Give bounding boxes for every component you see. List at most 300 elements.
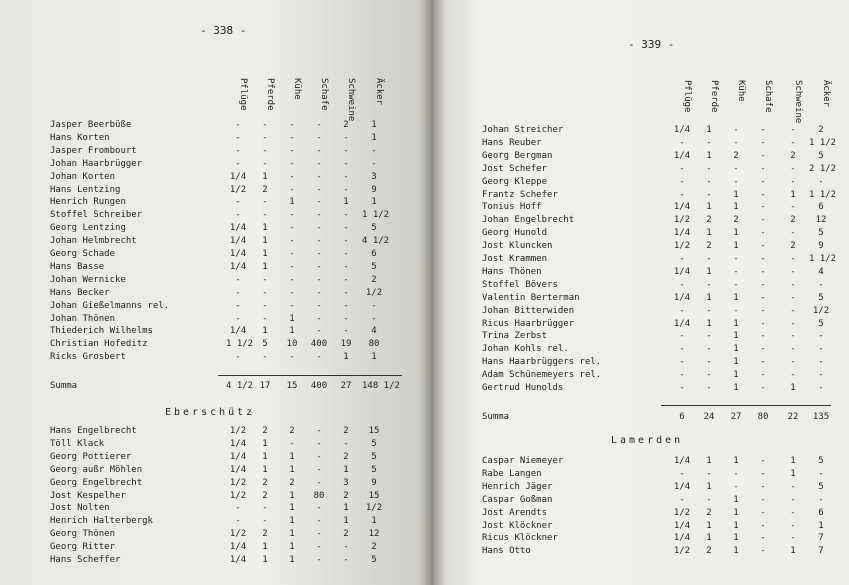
table-cell: -: [679, 344, 685, 355]
person-name: Hans Reuber: [482, 137, 542, 148]
table-cell: 1: [262, 249, 268, 259]
table-cell: 1: [790, 456, 796, 466]
table-row: [482, 202, 849, 215]
table-cell: 3: [343, 477, 349, 488]
table-cell: 1 1/2: [226, 339, 254, 350]
table-cell: 1: [289, 555, 295, 565]
table-cell: -: [790, 176, 796, 187]
table-cell: 1/4: [229, 236, 247, 247]
table-cell: -: [316, 438, 322, 449]
table-cell: 4 1/2: [362, 236, 390, 247]
table-cell: -: [316, 477, 322, 488]
table-cell: 5: [371, 464, 377, 475]
table-cell: 400: [310, 339, 328, 350]
summa-row: [482, 412, 849, 425]
table-cell: 5: [818, 456, 824, 466]
table-cell: 2: [706, 546, 712, 557]
table-cell: -: [316, 529, 322, 540]
table-cell: -: [343, 145, 349, 156]
page-number: - 339 -: [628, 38, 675, 51]
table-cell: 1: [706, 533, 712, 544]
table-cell: -: [790, 331, 796, 342]
page-number: - 338 -: [200, 24, 247, 37]
table-cell: -: [706, 254, 712, 264]
table-cell: 1 1/2: [809, 137, 837, 148]
table-row: [482, 267, 849, 280]
table-cell: 2: [706, 241, 712, 252]
table-cell: 1: [343, 197, 349, 208]
table-cell: 80: [368, 339, 380, 350]
table-cell: -: [235, 287, 241, 298]
person-name: Johan Streicher: [482, 125, 564, 135]
table-cell: -: [733, 176, 739, 187]
section-title: Lamerden: [611, 435, 684, 446]
table-cell: -: [679, 357, 685, 368]
table-cell: -: [289, 261, 295, 272]
table-cell: -: [343, 261, 349, 272]
table-cell: -: [316, 300, 322, 311]
person-name: Hans Lentzing: [50, 184, 121, 195]
table-cell: 1: [343, 503, 349, 514]
table-cell: 1/2: [673, 241, 691, 252]
table-cell: -: [679, 383, 685, 393]
table-cell: -: [760, 344, 766, 355]
table-cell: -: [733, 305, 739, 316]
person-name: Valentin Berterman: [482, 292, 580, 303]
person-name: Georg Pottierer: [50, 451, 132, 462]
person-name: Georg Lentzing: [50, 223, 126, 234]
table-row: [482, 456, 849, 469]
table-cell: -: [760, 305, 766, 316]
person-name: Henrich Jäger: [482, 481, 553, 492]
table-cell: -: [679, 331, 685, 342]
table-cell: 1/2: [229, 426, 247, 436]
table-cell: -: [289, 249, 295, 259]
person-name: Ricus Klöckner: [482, 533, 558, 544]
table-cell: -: [343, 300, 349, 311]
table-cell: 5: [371, 451, 377, 462]
table-row: [50, 223, 430, 236]
table-cell: 2: [262, 184, 268, 195]
table-row: [50, 197, 430, 210]
table-cell: -: [343, 274, 349, 285]
person-name: Jost Krammen: [482, 254, 548, 264]
table-cell: -: [790, 202, 796, 213]
table-cell: 2 1/2: [809, 163, 837, 174]
column-header-label: Pflüge: [682, 80, 692, 113]
table-row: [482, 164, 849, 177]
table-cell: 1/4: [673, 266, 691, 277]
table-cell: 1: [262, 464, 268, 475]
table-cell: -: [289, 287, 295, 298]
table-cell: 1: [733, 331, 739, 342]
table-cell: 1/4: [673, 456, 691, 466]
table-row: [50, 339, 430, 352]
table-row: [50, 503, 430, 516]
table-cell: 7: [818, 546, 824, 557]
table-cell: -: [818, 468, 824, 479]
table-cell: 2: [262, 490, 268, 501]
table-cell: 1/4: [229, 542, 247, 553]
table-cell: 1/4: [673, 125, 691, 135]
table-cell: 2: [706, 507, 712, 518]
table-cell: 5: [818, 228, 824, 239]
table-row: [482, 125, 849, 138]
column-header-label: Äcker: [374, 78, 384, 106]
table-cell: 6: [818, 202, 824, 213]
table-cell: -: [343, 210, 349, 221]
table-cell: 1: [733, 456, 739, 466]
table-cell: 1: [289, 529, 295, 540]
table-cell: -: [289, 120, 295, 130]
table-cell: -: [760, 318, 766, 329]
table-cell: -: [790, 305, 796, 316]
table-cell: -: [679, 305, 685, 316]
table-cell: -: [818, 383, 824, 393]
table-cell: -: [706, 370, 712, 381]
table-cell: -: [262, 287, 268, 298]
table-cell: 1 1/2: [809, 254, 837, 264]
table-cell: 1: [733, 520, 739, 531]
table-cell: -: [343, 132, 349, 143]
table-cell: -: [790, 125, 796, 135]
table-cell: 2: [262, 477, 268, 488]
table-cell: 2: [289, 477, 295, 488]
table-cell: 9: [818, 241, 824, 252]
table-cell: -: [262, 516, 268, 527]
table-cell: -: [235, 158, 241, 169]
table-cell: 1: [262, 326, 268, 337]
table-cell: 2: [289, 426, 295, 436]
table-cell: -: [706, 383, 712, 393]
table-cell: -: [679, 176, 685, 187]
table-cell: -: [818, 370, 824, 381]
table-cell: -: [706, 163, 712, 174]
table-row: [482, 495, 849, 508]
table-row: [482, 331, 849, 344]
table-cell: -: [679, 279, 685, 290]
table-cell: -: [760, 292, 766, 303]
table-cell: -: [733, 266, 739, 277]
table-cell: 1: [262, 542, 268, 553]
table-row: [482, 521, 849, 534]
table-cell: -: [760, 176, 766, 187]
table-cell: 1: [371, 516, 377, 527]
table-cell: -: [790, 254, 796, 264]
table-cell: 2: [371, 274, 377, 285]
table-cell: -: [316, 451, 322, 462]
column-header-label: Pferde: [265, 78, 275, 111]
table-cell: 2: [343, 529, 349, 540]
person-name: Jost Schefer: [482, 163, 548, 174]
table-cell: -: [790, 494, 796, 505]
table-cell: 1/2: [229, 490, 247, 501]
person-name: Ricus Haarbrügger: [482, 318, 575, 329]
table-cell: -: [760, 494, 766, 505]
table-row: [482, 357, 849, 370]
table-cell: 2: [790, 150, 796, 161]
table-cell: 1/4: [673, 202, 691, 213]
table-cell: 1: [706, 520, 712, 531]
table-cell: -: [706, 468, 712, 479]
table-cell: -: [343, 223, 349, 234]
table-cell: 15: [368, 490, 380, 501]
table-cell: 2: [343, 426, 349, 436]
table-cell: 2: [790, 215, 796, 226]
table-cell: 1: [289, 313, 295, 324]
table-cell: 1/4: [673, 318, 691, 329]
table-cell: -: [289, 184, 295, 195]
table-cell: -: [316, 426, 322, 436]
table-row: [50, 542, 430, 555]
person-name: Frantz Schefer: [482, 189, 558, 200]
table-cell: 1: [706, 228, 712, 239]
table-cell: 1/4: [673, 533, 691, 544]
table-cell: -: [733, 137, 739, 148]
person-name: Johan Wernicke: [50, 274, 126, 285]
table-cell: 1: [289, 516, 295, 527]
table-cell: 1: [733, 494, 739, 505]
table-cell: -: [262, 120, 268, 130]
person-name: Thiederich Wilhelms: [50, 326, 153, 337]
person-name: Georg Hunold: [482, 228, 548, 239]
table-row: [50, 172, 430, 185]
table-cell: -: [316, 158, 322, 169]
table-cell: -: [371, 158, 377, 169]
table-row: [482, 344, 849, 357]
table-cell: 2: [818, 125, 824, 135]
table-cell: -: [316, 352, 322, 363]
person-name: Christian Hofeditz: [50, 339, 148, 350]
column-header-label: Schafe: [763, 80, 773, 113]
table-cell: -: [235, 313, 241, 324]
table-cell: -: [760, 383, 766, 393]
table-cell: -: [289, 132, 295, 143]
summa-value: 80: [757, 412, 769, 422]
table-cell: 2: [343, 120, 349, 130]
person-name: Georg außr Möhlen: [50, 464, 143, 475]
table-cell: 1/4: [673, 520, 691, 531]
table-cell: -: [760, 241, 766, 252]
table-cell: -: [706, 137, 712, 148]
table-cell: -: [760, 163, 766, 174]
person-name: Jasper Frombourt: [50, 145, 137, 156]
table-cell: -: [760, 533, 766, 544]
person-name: Jost Kluncken: [482, 241, 553, 252]
person-name: Johan Bitterwiden: [482, 305, 575, 316]
table-cell: -: [316, 197, 322, 208]
table-cell: 1/4: [229, 223, 247, 234]
table-cell: -: [790, 163, 796, 174]
summa-value: 4 1/2: [226, 381, 254, 391]
table-cell: -: [343, 287, 349, 298]
table-cell: -: [262, 300, 268, 311]
table-cell: -: [235, 300, 241, 311]
table-cell: 1/2: [673, 507, 691, 518]
table-cell: 1: [733, 507, 739, 518]
table-cell: -: [316, 249, 322, 259]
table-cell: 5: [262, 339, 268, 350]
table-cell: -: [790, 279, 796, 290]
table-cell: -: [818, 331, 824, 342]
table-cell: -: [289, 300, 295, 311]
table-row: [50, 516, 430, 529]
table-cell: -: [289, 171, 295, 182]
table-cell: 1: [289, 326, 295, 337]
table-cell: -: [760, 254, 766, 264]
summa-value: 17: [259, 381, 271, 391]
table-cell: -: [289, 274, 295, 285]
summa-rule: [218, 375, 402, 376]
table-cell: 1: [371, 352, 377, 363]
table-row: [482, 469, 849, 482]
table-cell: -: [790, 357, 796, 368]
table-cell: -: [316, 287, 322, 298]
table-cell: 1: [371, 197, 377, 208]
table-cell: -: [262, 132, 268, 143]
table-cell: -: [371, 145, 377, 156]
table-cell: -: [790, 520, 796, 531]
table-cell: -: [760, 481, 766, 492]
table-cell: 2: [262, 426, 268, 436]
table-cell: 2: [706, 215, 712, 226]
table-cell: 1: [706, 456, 712, 466]
table-cell: 1/4: [673, 228, 691, 239]
table-cell: -: [289, 438, 295, 449]
column-header-label: Schweine: [793, 80, 803, 124]
table-cell: -: [760, 266, 766, 277]
table-row: [482, 254, 849, 267]
person-name: Hans Basse: [50, 261, 105, 272]
table-cell: 1: [790, 189, 796, 200]
table-cell: 2: [343, 490, 349, 501]
table-cell: 1/2: [673, 546, 691, 557]
person-name: Hans Becker: [50, 287, 110, 298]
person-name: Jost Arendts: [482, 507, 548, 518]
table-cell: 1: [706, 125, 712, 135]
table-cell: 12: [368, 529, 380, 540]
person-name: Johan Haarbrügger: [50, 158, 143, 169]
table-cell: -: [760, 228, 766, 239]
table-row: [50, 314, 430, 327]
table-cell: 1: [733, 228, 739, 239]
table-cell: 1/2: [229, 184, 247, 195]
person-name: Jost Klöckner: [482, 520, 553, 531]
table-row: [50, 555, 430, 568]
table-cell: -: [790, 344, 796, 355]
person-name: Johan Engelbrecht: [482, 215, 575, 226]
table-row: [50, 120, 430, 133]
table-cell: 5: [371, 261, 377, 272]
summa-label: Summa: [482, 412, 510, 422]
table-cell: -: [760, 202, 766, 213]
table-cell: -: [760, 370, 766, 381]
person-name: Gertrud Hunolds: [482, 383, 564, 393]
table-cell: 1: [262, 261, 268, 272]
table-row: [50, 275, 430, 288]
table-cell: 1: [289, 542, 295, 553]
table-cell: 1/2: [365, 287, 383, 298]
table-cell: -: [818, 176, 824, 187]
person-name: Trina Zerbst: [482, 331, 548, 342]
table-cell: -: [316, 464, 322, 475]
table-cell: -: [706, 344, 712, 355]
table-cell: -: [235, 132, 241, 143]
person-name: Henrich Halterbergk: [50, 516, 153, 527]
person-name: Töll Klack: [50, 438, 105, 449]
table-cell: 80: [313, 490, 325, 501]
table-cell: 1: [289, 197, 295, 208]
table-cell: -: [262, 145, 268, 156]
table-row: [50, 210, 430, 223]
table-cell: 6: [818, 507, 824, 518]
table-cell: 1: [733, 357, 739, 368]
table-row: [482, 138, 849, 151]
table-row: [482, 370, 849, 383]
table-cell: 2: [790, 241, 796, 252]
table-cell: 5: [818, 318, 824, 329]
table-cell: -: [679, 468, 685, 479]
table-cell: -: [760, 125, 766, 135]
person-name: Georg Ritter: [50, 542, 116, 553]
table-cell: 1: [706, 292, 712, 303]
table-cell: 1: [371, 120, 377, 130]
table-cell: -: [790, 318, 796, 329]
table-cell: 4: [818, 266, 824, 277]
table-row: [482, 241, 849, 254]
table-cell: 1: [733, 292, 739, 303]
table-cell: -: [679, 494, 685, 505]
table-cell: -: [790, 228, 796, 239]
table-cell: 2: [733, 215, 739, 226]
table-cell: -: [316, 516, 322, 527]
person-name: Hans Haarbrüggers rel.: [482, 357, 602, 368]
table-cell: -: [733, 163, 739, 174]
table-cell: 1/4: [673, 292, 691, 303]
table-cell: 1 1/2: [362, 210, 390, 221]
table-cell: 1: [733, 546, 739, 557]
table-cell: 1/4: [229, 555, 247, 565]
table-row: [50, 352, 430, 365]
table-cell: 1: [733, 383, 739, 393]
table-cell: 1: [706, 318, 712, 329]
table-cell: -: [343, 555, 349, 565]
person-name: Georg Engelbrecht: [50, 477, 143, 488]
summa-value: 400: [310, 381, 328, 391]
table-cell: -: [679, 189, 685, 200]
table-cell: 4: [371, 326, 377, 337]
person-name: Johan Kohls rel.: [482, 344, 569, 355]
summa-value: 24: [703, 412, 715, 422]
table-row: [50, 301, 430, 314]
table-cell: -: [790, 481, 796, 492]
table-cell: 1: [706, 202, 712, 213]
table-cell: 1/4: [229, 326, 247, 337]
table-cell: 1: [706, 150, 712, 161]
table-cell: 9: [371, 477, 377, 488]
table-cell: -: [706, 494, 712, 505]
table-row: [482, 151, 849, 164]
table-cell: -: [343, 313, 349, 324]
table-cell: -: [316, 261, 322, 272]
table-cell: 1: [818, 520, 824, 531]
summa-value: 22: [787, 412, 799, 422]
person-name: Stoffel Bövers: [482, 279, 558, 290]
table-row: [50, 133, 430, 146]
person-name: Henrich Rungen: [50, 197, 126, 208]
table-cell: -: [343, 184, 349, 195]
table-cell: -: [262, 313, 268, 324]
